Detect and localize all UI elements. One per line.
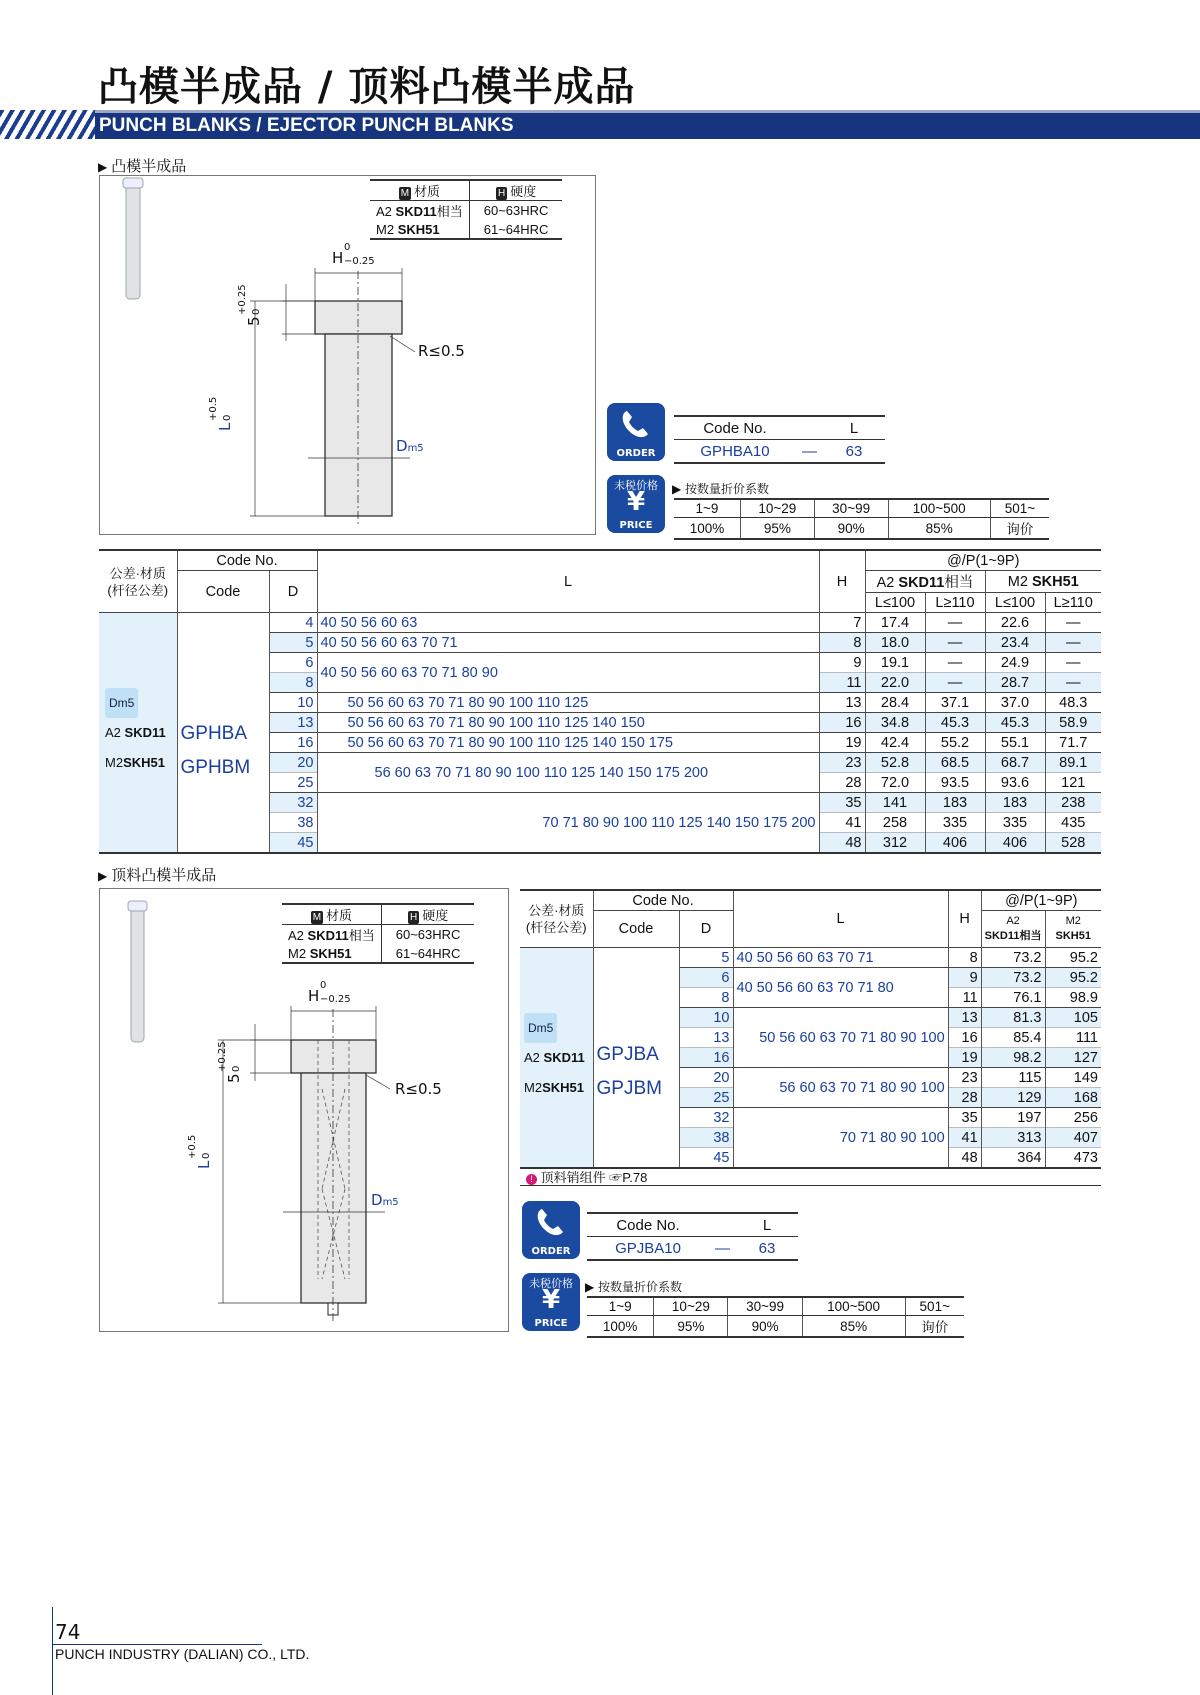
section2-data-table: 公差·材质 (杆径公差) Code No. L H @/P(1~9P) Code D A2 SKD11相当 M2 SKH51 Dm5 A2 SKD11 M2SKH51 GPJBA GPJBM 5 40 50 56 60 63 70 71 8 73.2 95.2 6 40 50 56 60 63 70 71 80 9 73.2 95.2 8 11 76.1 98.9 10 50 56 60 63 70 71 80 90 100 13 81.3 105 13 16 85.4 111 16 19 98.2 127 20 56 60 63 70 71 80 90 100 23 115 149 25 28 129 168 32 70 71 80 90 100 35 197 256 38 41 313 407 45 48 364 473 (520, 889, 1101, 1169)
table-row: 45 48 312 406 406 528 (99, 833, 1101, 854)
page-title: 凸模半成品 / 顶料凸模半成品 (98, 64, 636, 110)
l-dimension: L +0.5 0 (208, 396, 234, 431)
table-row: 20 56 60 63 70 71 80 90 100 23 115 149 (520, 1068, 1101, 1088)
table-row: 10 50 56 60 63 70 71 80 90 100 110 125 13 28.4 37.1 37.0 48.3 (99, 693, 1101, 713)
h-dimension: H 0 −0.25 (332, 242, 375, 267)
table-row: 6 40 50 56 60 63 70 71 80 9 73.2 95.2 (520, 968, 1101, 988)
info-icon: ! (526, 1174, 537, 1185)
table-row: 6 40 50 56 60 63 70 71 80 90 9 19.1 — 24.9 — (99, 653, 1101, 673)
pin-image (131, 904, 144, 1042)
price-title: ▶ 按数量折价系数 (585, 1280, 683, 1294)
price-title: ▶ 按数量折价系数 (672, 482, 770, 496)
section1-order-table: Code No. L GPHBA10 — 63 (674, 415, 885, 464)
radius-label: R≤0.5 (395, 1080, 442, 1098)
ejector-pin-note[interactable]: ! 顶料销组件 ☞P.78 (526, 1167, 647, 1186)
table-row: 20 56 60 63 70 71 80 90 100 110 125 140 150 175 200 23 52.8 68.5 68.7 89.1 (99, 753, 1101, 773)
table-row: Dm5 A2 SKD11 M2SKH51 GPHBA GPHBM 4 40 50 56 60 63 7 17.4 — 22.6 — (99, 613, 1101, 633)
section2-order-table: Code No. L GPJBA10 — 63 (587, 1212, 798, 1261)
section1-material-table: M 材质 H 硬度 A2 SKD11相当 60~63HRC M2 SKH51 61~64HRC (370, 179, 562, 240)
table-row: 25 28 129 168 (520, 1088, 1101, 1108)
h-dimension: H 0 −0.25 (308, 980, 351, 1005)
radius-label: R≤0.5 (418, 342, 465, 360)
section1-data-table: 公差·材质 (杆径公差) Code No. L H @/P(1~9P) Code D A2 SKD11相当 M2 SKH51 L≤100 L≥110 L≤100 L≥110 Dm5 A2 SKD11 M2SKH51 GPHBA GPHBM 4 40 50 56 60 63 7 17.4 — 22.6 — 5 40 50 56 60 63 70 71 8 18.0 — 23.4 — 6 40 50 56 60 63 70 71 80 90 9 19.1 — 24.9 — 8 11 22.0 — 28.7 — 10 50 56 60 63 70 71 80 90 100 110 125 13 28.4 37.1 37.0 48.3 13 50 56 60 63 70 71 80 90 100 110 125 140 150 16 34.8 45.3 45.3 58.9 16 50 56 60 63 70 71 80 90 100 110 125 140 150 175 19 42.4 55.2 55.1 71.7 20 56 60 63 70 71 80 90 100 110 125 140 150 175 200 23 52.8 68.5 68.7 89.1 25 28 72.0 93.5 93.6 121 32 70 71 80 90 100 110 125 140 150 175 200 35 141 183 183 238 38 41 258 335 335 435 45 48 312 406 406 528 (99, 549, 1101, 854)
section2-label: ▶ 顶料凸模半成品 (98, 864, 216, 885)
phone-icon (534, 1207, 566, 1239)
table-row: 16 19 98.2 127 (520, 1048, 1101, 1068)
head-dimension: 5 +0.25 0 (217, 1041, 243, 1083)
table-row: 38 41 313 407 (520, 1128, 1101, 1148)
table-row: 38 41 258 335 335 435 (99, 813, 1101, 833)
title-banner (0, 110, 1200, 139)
order-icon: ORDER (522, 1201, 580, 1259)
price-icon: 未税价格 ¥ PRICE (522, 1273, 580, 1331)
section2-price-table: 1~9 10~29 30~99 100~500 501~ 100% 95% 90% 85% 询价 (587, 1296, 964, 1338)
table-row: Dm5 A2 SKD11 M2SKH51 GPJBA GPJBM 5 40 50 56 60 63 70 71 8 73.2 95.2 (520, 948, 1101, 968)
page-number: 74 (55, 1620, 81, 1644)
section2-material-table: M 材质 H 硬度 A2 SKD11相当 60~63HRC M2 SKH51 61~64HRC (282, 903, 474, 964)
table-row: 13 16 85.4 111 (520, 1028, 1101, 1048)
table-row: 32 70 71 80 90 100 110 125 140 150 175 200 35 141 183 183 238 (99, 793, 1101, 813)
phone-icon (619, 409, 651, 441)
section1-price-table: 1~9 10~29 30~99 100~500 501~ 100% 95% 90% 85% 询价 (674, 498, 1049, 540)
section1-label: ▶ 凸模半成品 (98, 155, 186, 176)
company-name: PUNCH INDUSTRY (DALIAN) CO., LTD. (55, 1646, 310, 1662)
yen-icon: ¥ (541, 1285, 561, 1315)
table-row: 32 70 71 80 90 100 35 197 256 (520, 1108, 1101, 1128)
price-icon: 未税价格 ¥ PRICE (607, 475, 665, 533)
table-row: 8 11 76.1 98.9 (520, 988, 1101, 1008)
head-dimension: 5 +0.25 0 (237, 284, 263, 326)
table-row: 8 11 22.0 — 28.7 — (99, 673, 1101, 693)
table-row: 13 50 56 60 63 70 71 80 90 100 110 125 140 150 16 34.8 45.3 45.3 58.9 (99, 713, 1101, 733)
table-row: 45 48 364 473 (520, 1148, 1101, 1169)
yen-icon: ¥ (626, 487, 646, 517)
table-row: 16 50 56 60 63 70 71 80 90 100 110 125 140 150 175 19 42.4 55.2 55.1 71.7 (99, 733, 1101, 753)
d-dimension: Dm5 (396, 437, 424, 455)
table-row: 25 28 72.0 93.5 93.6 121 (99, 773, 1101, 793)
order-icon: ORDER (607, 403, 665, 461)
hand-pointer-icon: ☞ (609, 1170, 623, 1185)
d-dimension: Dm5 (371, 1191, 399, 1209)
pin-image (126, 181, 140, 299)
table-row: 5 40 50 56 60 63 70 71 8 18.0 — 23.4 — (99, 633, 1101, 653)
table-row: 10 50 56 60 63 70 71 80 90 100 13 81.3 105 (520, 1008, 1101, 1028)
page-subtitle: PUNCH BLANKS / EJECTOR PUNCH BLANKS (99, 115, 514, 136)
l-dimension: L +0.5 0 (187, 1134, 213, 1169)
